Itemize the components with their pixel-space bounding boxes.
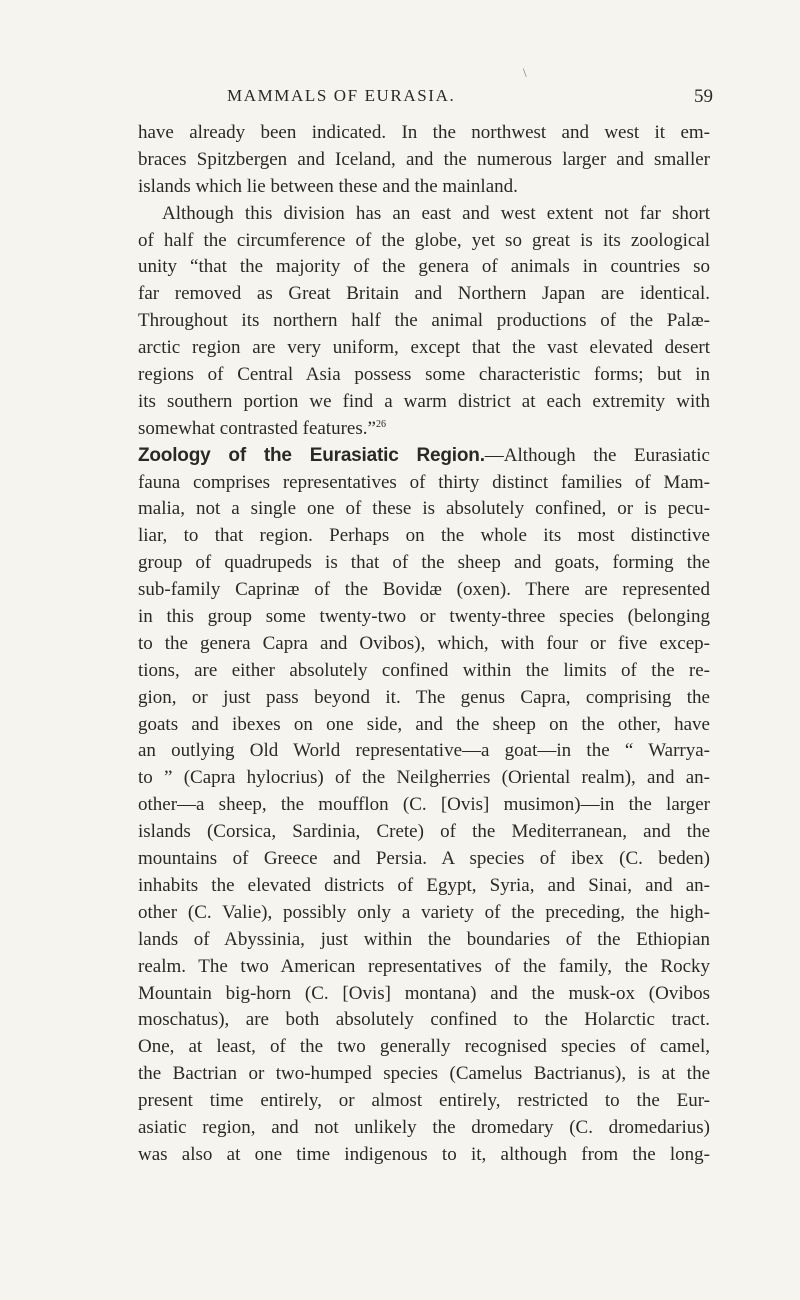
text-line: Throughout its northern half the animal productions of the Palæ- bbox=[138, 310, 710, 332]
text-line: mountains of Greece and Persia. A species of ibex (C. beden) bbox=[138, 848, 710, 870]
text-line: the Bactrian or two-humped species (Camelus Bactrianus), is at the bbox=[138, 1063, 710, 1085]
page-number: 59 bbox=[694, 86, 713, 107]
text-line: islands which lie between these and the mainland. bbox=[138, 175, 518, 197]
text-line: Mountain big-horn (C. [Ovis] montana) and the musk-ox (Ovibos bbox=[138, 982, 710, 1004]
text-line: gion, or just pass beyond it. The genus Capra, comprising the bbox=[138, 686, 710, 708]
text-line-fragment: —Although the Eurasiatic bbox=[484, 444, 710, 466]
text-line: an outlying Old World representative—a goat—in the “ Warrya- bbox=[138, 740, 710, 762]
text-line bbox=[138, 416, 710, 443]
text-line: present time entirely, or almost entirely, restricted to the Eur- bbox=[138, 1090, 710, 1112]
text-line: other—a sheep, the moufflon (C. [Ovis] musimon)—in the larger bbox=[138, 794, 710, 816]
text-line: other (C. Valie), possibly only a variety of the preceding, the high- bbox=[138, 901, 710, 923]
footnote-reference: 26 bbox=[375, 418, 386, 430]
text-line: realm. The two American representatives of the family, the Rocky bbox=[138, 955, 710, 977]
text-line: sub-family Caprinæ of the Bovidæ (oxen). There are represented bbox=[138, 579, 710, 601]
text-line: braces Spitzbergen and Iceland, and the numerous larger and smaller bbox=[138, 148, 710, 170]
text-line: fauna comprises representatives of thirty distinct families of Mam- bbox=[138, 471, 710, 493]
text-line: tions, are either absolutely confined within the limits of the re- bbox=[138, 659, 710, 681]
section-heading: Zoology of the Eurasiatic Region. bbox=[138, 444, 485, 466]
text-line: islands (Corsica, Sardinia, Crete) of the Mediterranean, and the bbox=[138, 821, 710, 843]
text-line-fragment: somewhat contrasted features.” bbox=[138, 417, 376, 439]
stray-mark: \ bbox=[523, 65, 527, 80]
text-line: asiatic region, and not unlikely the dromedary (C. dromedarius) bbox=[138, 1116, 710, 1138]
text-line: One, at least, of the two generally recognised species of camel, bbox=[138, 1036, 710, 1058]
text-line: malia, not a single one of these is absolutely confined, or is pecu- bbox=[138, 498, 710, 520]
running-head: MAMMALS OF EURASIA. bbox=[227, 86, 456, 105]
text-line: was also at one time indigenous to it, although from the long- bbox=[138, 1143, 710, 1165]
text-line: to the genera Capra and Ovibos), which, with four or five excep- bbox=[138, 632, 710, 654]
text-line: moschatus), are both absolutely confined to the Holarctic tract. bbox=[138, 1009, 710, 1031]
text-line bbox=[138, 443, 710, 470]
text-line: liar, to that region. Perhaps on the whole its most distinctive bbox=[138, 525, 710, 547]
body-text bbox=[138, 120, 710, 1169]
text-line: regions of Central Asia possess some characteristic forms; but in bbox=[138, 364, 710, 386]
text-line: arctic region are very uniform, except that the vast elevated desert bbox=[138, 337, 710, 359]
text-line: Although this division has an east and west extent not far short bbox=[162, 202, 710, 224]
text-line: group of quadrupeds is that of the sheep and goats, forming the bbox=[138, 552, 710, 574]
text-line: unity “that the majority of the genera of animals in countries so bbox=[138, 256, 710, 278]
text-line: in this group some twenty-two or twenty-three species (belonging bbox=[138, 606, 710, 628]
text-line: inhabits the elevated districts of Egypt, Syria, and Sinai, and an- bbox=[138, 874, 710, 896]
text-line: to ” (Capra hylocrius) of the Neilgherries (Oriental realm), and an- bbox=[138, 767, 710, 789]
text-line: its southern portion we find a warm district at each extremity with bbox=[138, 390, 710, 412]
text-line: goats and ibexes on one side, and the sheep on the other, have bbox=[138, 713, 710, 735]
text-line: far removed as Great Britain and Northern Japan are identical. bbox=[138, 283, 710, 305]
text-line: have already been indicated. In the northwest and west it em- bbox=[138, 122, 710, 143]
text-line: of half the circumference of the globe, yet so great is its zoological bbox=[138, 229, 710, 251]
text-line: lands of Abyssinia, just within the boundaries of the Ethiopian bbox=[138, 928, 710, 950]
